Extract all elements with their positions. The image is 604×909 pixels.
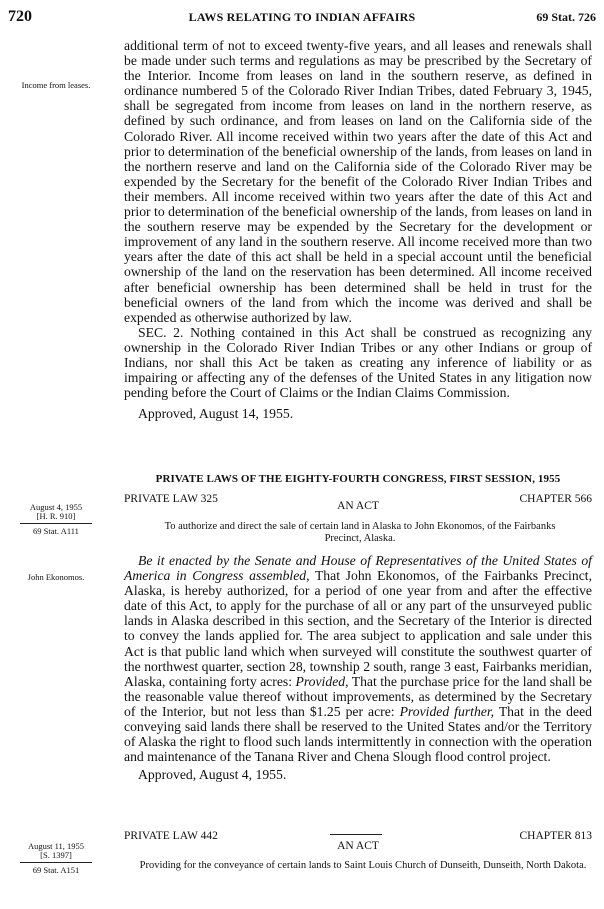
enact-text-3: That in the deed conveying said lands there shall be reserved to the United States and/or the Territory of Alaska the right to flood such lands intermittently in connection with the operation and maintenance of the Tanana River and Chena Slough flood control project. [124, 703, 592, 765]
running-header [8, 8, 596, 28]
law442-title-block [128, 860, 598, 872]
margin-note-law325-bill: [H. R. 910] [36, 511, 76, 521]
margin-note-john-ekonomos: John Ekonomos. [27, 572, 85, 582]
an-act-label: AN ACT [337, 840, 379, 852]
paragraph-leases: additional term of not to exceed twenty-five years, and all leases and renewals shall be made under such terms and regulations as may be prescribed by the Secretary of the Interior. Income from leases on land in the southern reserve, as defined in ordinance numbered 5 of the Colorado River Indian Tribes, dated February 3, 1945, shall be segregated from income from leases on land in the northern reserve, as defined by such ordinance, and from leases on land on the California side of the Colorado River. All income received within two years after the date of this Act and prior to determination of the beneficial ownership of the lands, from leases on land in the northern reserve and land on the California side of the Colorado River may be expended by the Secretary for the benefit of the Colorado River Indian Tribes and their members. All income received within two years after the date of this Act and prior to determination of the beneficial ownership of the lands, from leases on land in the southern reserve may be expended by the Secretary for the development or improvement of any land in the southern reserve. All income received more than two years after the date of this act shall be held in a special account until the beneficial ownership of the land on the reservation has been determined. All income received after beneficial ownership has been determined shall be held in trust for the beneficial owners of the land from which the income was derived and shall be expended as otherwise authorized by law. [124, 38, 592, 325]
enacting-clause: Be it enacted by the Senate and House of Representatives of the United States of America in Congress assembled, [124, 553, 592, 584]
margin-note-law442-bill: [S. 1397] [40, 850, 72, 860]
margin-divider [20, 523, 92, 524]
section-heading: PRIVATE LAWS OF THE EIGHTY-FOURTH CONGRESS, FIRST SESSION, 1955 [155, 473, 561, 485]
stat-reference: 69 Stat. 726 [536, 10, 596, 24]
main-text-block [124, 38, 592, 421]
law325-label: PRIVATE LAW 325 [124, 493, 218, 505]
approved-date-1: Approved, August 14, 1955. [138, 406, 294, 422]
margin-note-law325-date: August 4, 1955 [29, 502, 83, 512]
running-title: LAWS RELATING TO INDIAN AFFAIRS [188, 10, 416, 24]
act-rule [330, 834, 382, 835]
margin-note-income: Income from leases. [21, 80, 91, 90]
law325-chapter: CHAPTER 566 [519, 493, 592, 505]
an-act-label: AN ACT [337, 500, 379, 512]
page-number: 720 [8, 8, 32, 25]
enacting-paragraph [124, 553, 592, 764]
margin-divider [20, 862, 92, 863]
margin-note-law442-stat: 69 Stat. A151 [32, 865, 80, 875]
margin-note-law325-stat: 69 Stat. A111 [33, 526, 79, 536]
law442-title: Providing for the conveyance of certain lands to Saint Louis Church of Dunseith, Dunseith, North Dakota. [139, 860, 587, 871]
provided-italic: Provided, [295, 673, 349, 689]
enact-text-1: That John Ekonomos, of the Fairbanks Precinct, Alaska, is hereby authorized, for a period of one year from and after the effective date of this Act, to apply for the purchase of all or any part of the unsurveyed public lands in Alaska described in this section, and the Secretary of the Interior is directed to convey the lands applied for. The area subject to application and sale under this Act is that public land which when surveyed will constitute the southwest quarter of the northwest quarter, section 28, township 2 south, range 3 east, Fairbanks meridian, Alaska, containing forty acres: [124, 568, 592, 689]
paragraph-section-2: SEC. 2. Nothing contained in this Act shall be construed as recognizing any ownership in the Colorado River Indian Tribes or any other Indians or group of Indians, nor shall this Act be taken as creating any inference of liability or as impairing or affecting any of the defenses of the United States in any litigation now pending before the Court of Claims or the Indian Claims Commission. [124, 324, 592, 401]
law325-title: To authorize and direct the sale of certain land in Alaska to John Ekonomos, of the Fairbanks Precinct, Alaska. [164, 521, 556, 544]
law442-label: PRIVATE LAW 442 [124, 830, 218, 842]
enact-text-2: That the purchase price for the land shall be the reasonable value thereof without improvements, as determined by the Secretary of the Interior, but not less than $1.25 per acre: [124, 673, 592, 719]
law325-header-row [124, 493, 592, 513]
margin-note-law442-date: August 11, 1955 [27, 841, 85, 851]
law325-body [124, 553, 592, 782]
law442-header-row [124, 830, 592, 850]
law325-title-block [150, 521, 570, 545]
law442-chapter: CHAPTER 813 [519, 830, 592, 842]
approved-date-2: Approved, August 4, 1955. [138, 767, 287, 783]
provided-further-italic: Provided further, [399, 703, 495, 719]
